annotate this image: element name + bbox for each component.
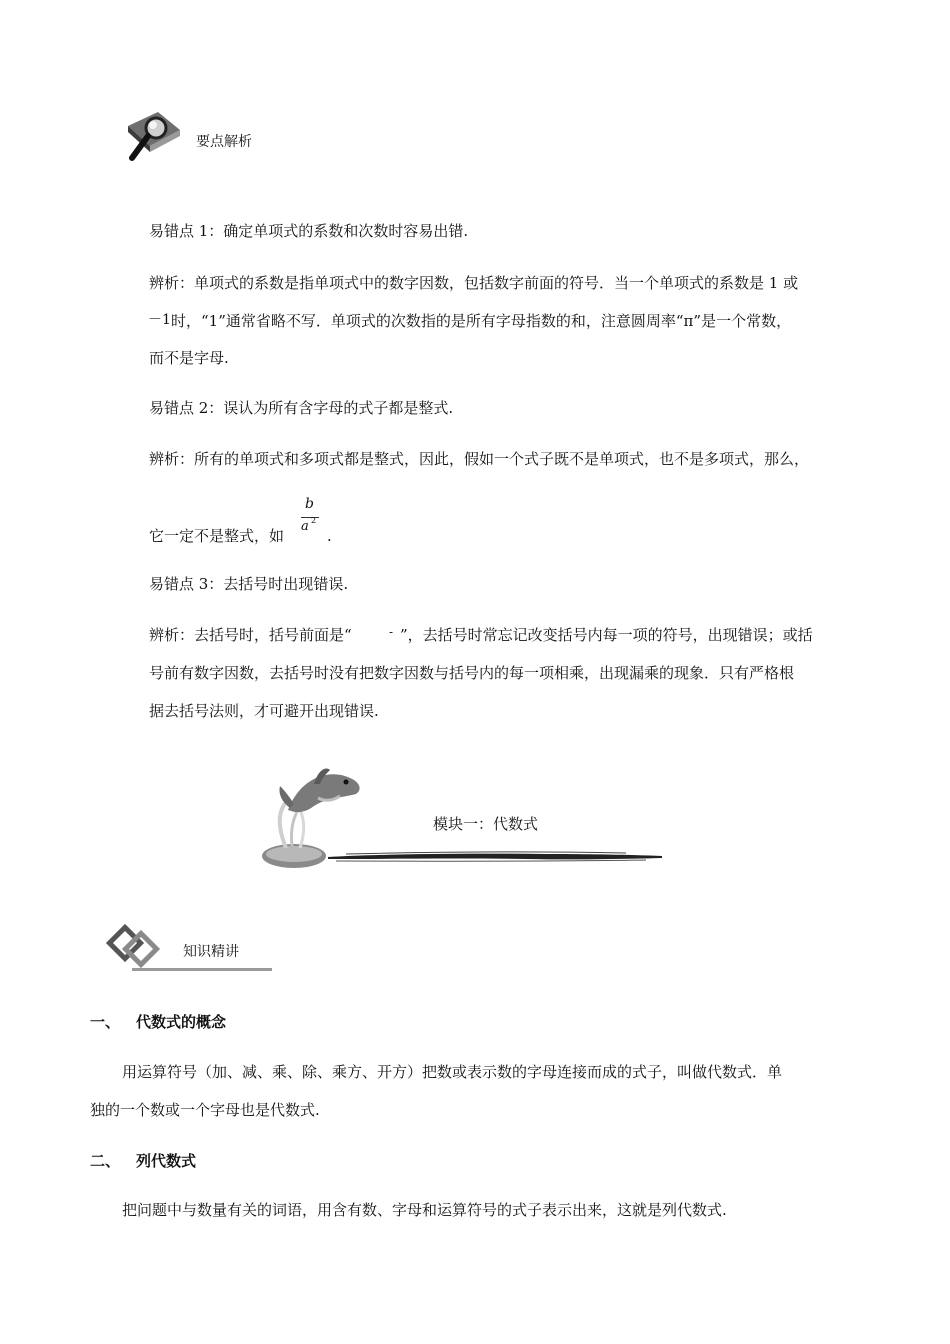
pitfall-3-analysis-line-2: 号前有数字因数，去括号时没有把数字因数与括号内的每一项相乘，出现漏乘的现象．只有严格根 bbox=[149, 664, 795, 682]
pitfall-2-title: 易错点 2：误认为所有含字母的式子都是整式. bbox=[149, 399, 454, 417]
pitfall-3-analysis-line-1b: ”，去括号时常忘记改变括号内每一项的符号，出现错误；或括 bbox=[400, 626, 813, 644]
part-1-body-line-2: 独的一个数或一个字母也是代数式. bbox=[90, 1101, 320, 1119]
part-1-body-line-1: 用运算符号（加、减、乘、除、乘方、开方）把数或表示数的字母连接而成的式子，叫做代数式．单 bbox=[122, 1063, 783, 1081]
pitfall-1-analysis-line-2: 时，“1”通常省略不写．单项式的次数指的是所有字母指数的和，注意圆周率“π”是一个常数， bbox=[171, 312, 792, 330]
negative-one: －1 bbox=[148, 312, 171, 328]
linked-squares-icon bbox=[106, 924, 162, 974]
pitfall-2-analysis-line-1: 辨析：所有的单项式和多项式都是整式，因此，假如一个式子既不是单项式，也不是多项式，那么， bbox=[149, 450, 810, 468]
pitfall-1-analysis-line-1: 辨析：单项式的系数是指单项式中的数字因数，包括数字前面的符号．当一个单项式的系数是 1 或 bbox=[149, 274, 799, 292]
part-1-number: 一、 bbox=[90, 1013, 121, 1031]
pitfall-1-title: 易错点 1：确定单项式的系数和次数时容易出错. bbox=[149, 222, 469, 240]
part-1-title: 代数式的概念 bbox=[136, 1013, 227, 1031]
part-2-number: 二、 bbox=[90, 1152, 121, 1170]
module-title: 模块一：代数式 bbox=[433, 815, 539, 833]
magnifier-folder-icon bbox=[120, 108, 182, 166]
fraction-numerator: b bbox=[305, 496, 314, 512]
minus-sign: - bbox=[389, 625, 394, 639]
fraction-bar bbox=[301, 517, 319, 518]
pitfall-3-analysis-line-1a: 辨析：去括号时，括号前面是“ bbox=[149, 626, 352, 644]
knowledge-heading-underline bbox=[132, 968, 272, 971]
pitfall-1-analysis-line-3: 而不是字母. bbox=[149, 349, 229, 367]
pitfall-2-period: . bbox=[327, 527, 332, 545]
pitfall-3-analysis-line-3: 据去括号法则，才可避开出现错误. bbox=[149, 702, 379, 720]
knowledge-heading: 知识精讲 bbox=[183, 944, 239, 960]
part-2-body-line-1: 把问题中与数量有关的词语，用含有数、字母和运算符号的式子表示出来，这就是列代数式. bbox=[122, 1201, 727, 1219]
pitfall-3-title: 易错点 3：去括号时出现错误. bbox=[149, 575, 349, 593]
pitfall-2-analysis-line-2: 它一定不是整式，如 bbox=[149, 527, 285, 545]
brush-stroke-divider bbox=[326, 848, 664, 864]
fraction-exponent: 2 bbox=[311, 516, 317, 525]
part-2-title: 列代数式 bbox=[136, 1152, 197, 1170]
fraction-denominator: a bbox=[301, 519, 309, 534]
key-points-heading: 要点解析 bbox=[196, 134, 252, 150]
